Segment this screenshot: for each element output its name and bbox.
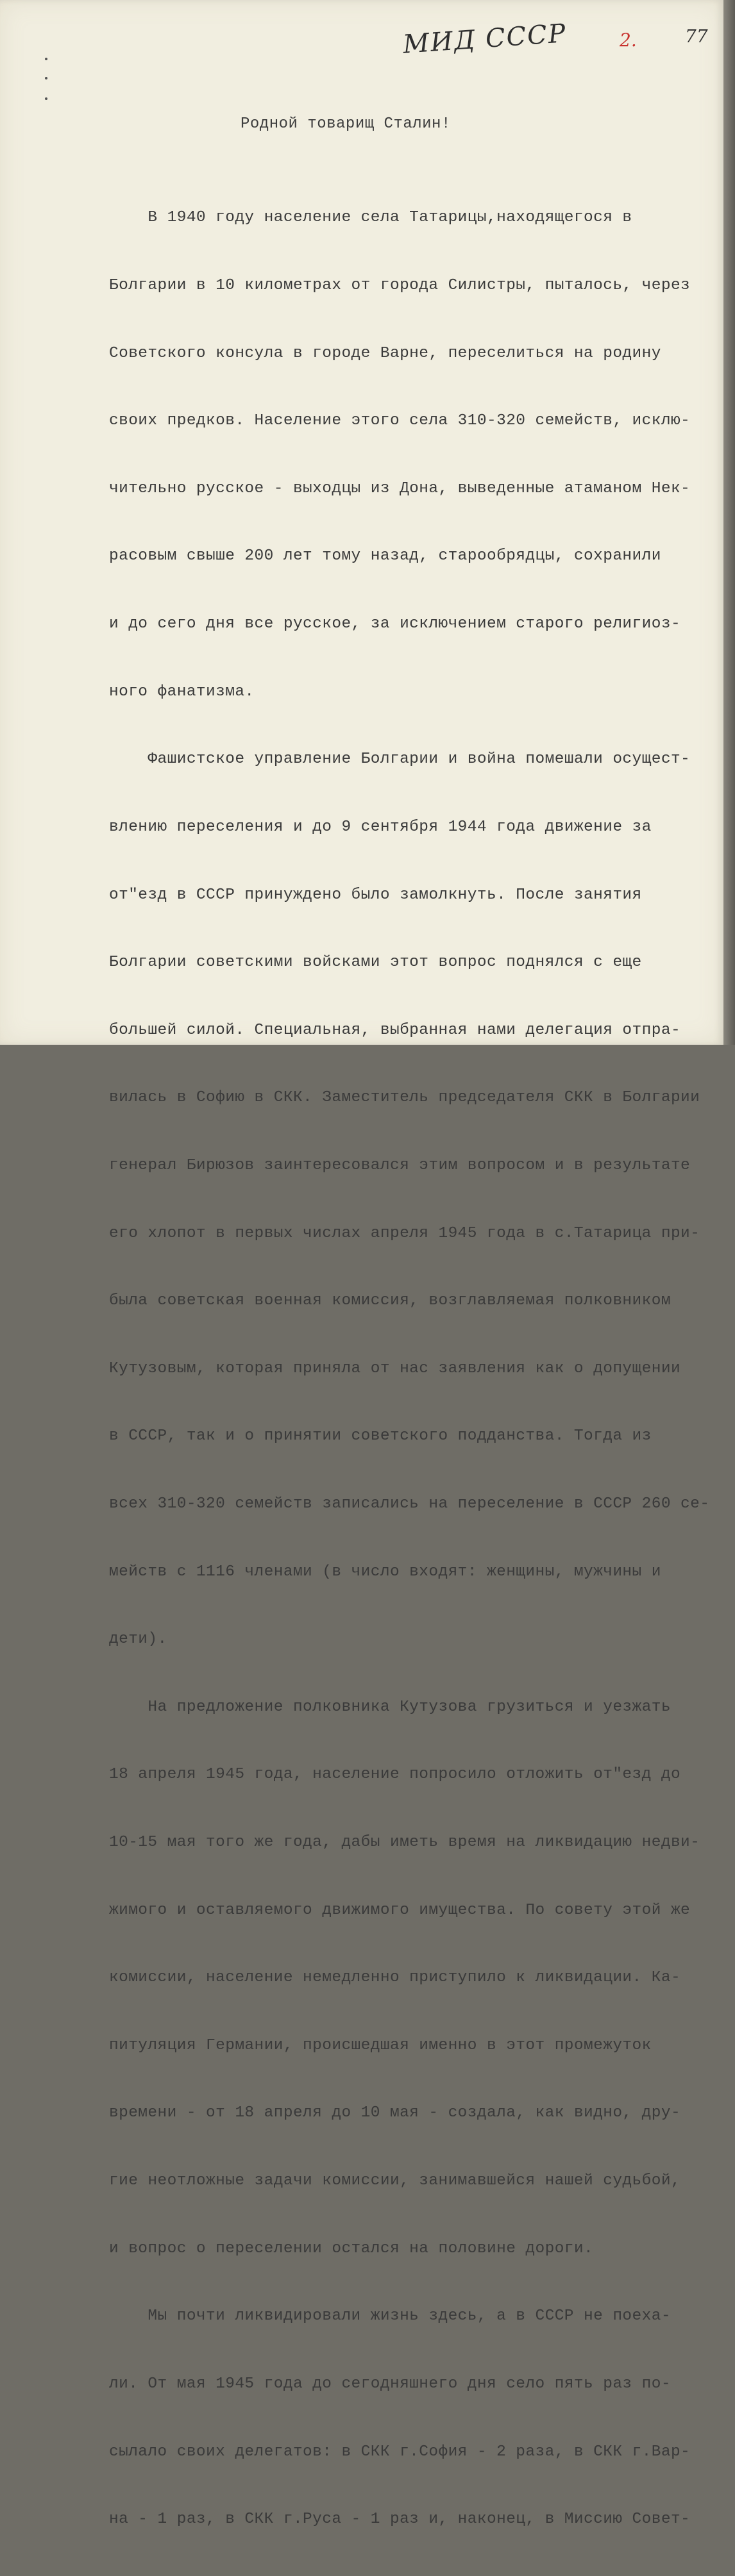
text-line: В 1940 году население села Татарицы,находящегося в	[109, 209, 632, 227]
text-line: сылало своих делегатов: в СКК г.София - 2 раза, в СКК г.Вар-	[109, 2443, 691, 2461]
text-line: его хлопот в первых числах апреля 1945 года в с.Татарица при-	[109, 1224, 700, 1242]
text-line: Мы почти ликвидировали жизнь здесь, а в СССР не поеха-	[109, 2307, 671, 2325]
text-line: Кутузовым, которая приняла от нас заявления как о допущении	[109, 1359, 681, 1377]
text-line: ного фанатизма.	[109, 683, 255, 701]
text-line: и вопрос о переселении остался на половине дороги.	[109, 2239, 594, 2257]
margin-punch-marks	[45, 58, 51, 109]
text-line: на - 1 раз, в СКК г.Руса - 1 раз и, наконец, в Миссию Совет-	[109, 2511, 691, 2529]
text-line: влению переселения и до 9 сентября 1944 года движение за	[109, 818, 652, 836]
text-line: Советского консула в городе Варне, переселиться на родину	[109, 344, 661, 362]
text-line: вилась в Софию в СКК. Заместитель председателя СКК в Болгарии	[109, 1089, 700, 1107]
text-line: времени - от 18 апреля до 10 мая - создала, как видно, дру-	[109, 2104, 681, 2122]
letter-body	[109, 162, 723, 2529]
text-line: 18 апреля 1945 года, население попросило отложить от"езд до	[109, 1766, 681, 1784]
handwritten-archive-note: МИД СССР	[401, 19, 568, 60]
text-line: чительно русское - выходцы из Дона, выведенные атаманом Нек-	[109, 479, 691, 497]
text-line: генерал Бирюзов заинтересовался этим вопросом и в результате	[109, 1156, 691, 1174]
text-line: своих предков. Население этого села 310-320 семейств, исклю-	[109, 412, 691, 430]
text-line: от"езд в СССР принуждено было замолкнуть. После занятия	[109, 886, 642, 904]
text-line: комиссии, население немедленно приступило к ликвидации. Ка-	[109, 1969, 681, 1987]
text-line: большей силой. Специальная, выбранная нами делегация отпра-	[109, 1021, 681, 1039]
text-line: была советская военная комиссия, возглавляемая полковником	[109, 1292, 671, 1310]
text-line: Болгарии в 10 километрах от города Силистры, пыталось, через	[109, 277, 691, 295]
text-line: в СССР, так и о принятии советского подданства. Тогда из	[109, 1427, 652, 1445]
text-line: жимого и оставляемого движимого имущества. По совету этой же	[109, 1901, 691, 1919]
text-line: Фашистское управление Болгарии и война помешали осущест-	[109, 751, 691, 769]
text-line: всех 310-320 семейств записались на переселение в СССР 260 се-	[109, 1495, 710, 1513]
letter-salutation: Родной товарищ Сталин!	[241, 115, 451, 133]
text-line: расовым свыше 200 лет тому назад, старообрядцы, сохранили	[109, 547, 661, 565]
text-line: ли. От мая 1945 года до сегодняшнего дня село пять раз по-	[109, 2375, 671, 2393]
text-line: Болгарии советскими войсками этот вопрос поднялся с еще	[109, 954, 642, 972]
scan-edge	[723, 0, 735, 1045]
handwritten-red-mark: 2.	[620, 29, 637, 51]
text-line: 10-15 мая того же года, дабы иметь время на ликвидацию недви-	[109, 1834, 700, 1852]
text-line: гие неотложные задачи комиссии, занимавшейся нашей судьбой,	[109, 2172, 681, 2190]
text-line: и до сего дня все русское, за исключением старого религиоз-	[109, 615, 681, 633]
text-line: питуляция Германии, происшедшая именно в этот промежуток	[109, 2036, 652, 2054]
handwritten-page-number: 77	[685, 26, 708, 47]
text-line: На предложение полковника Кутузова грузиться и уезжать	[109, 1698, 671, 1716]
text-line: мейств с 1116 членами (в число входят: женщины, мужчины и	[109, 1563, 661, 1581]
text-line: дети).	[109, 1631, 167, 1649]
